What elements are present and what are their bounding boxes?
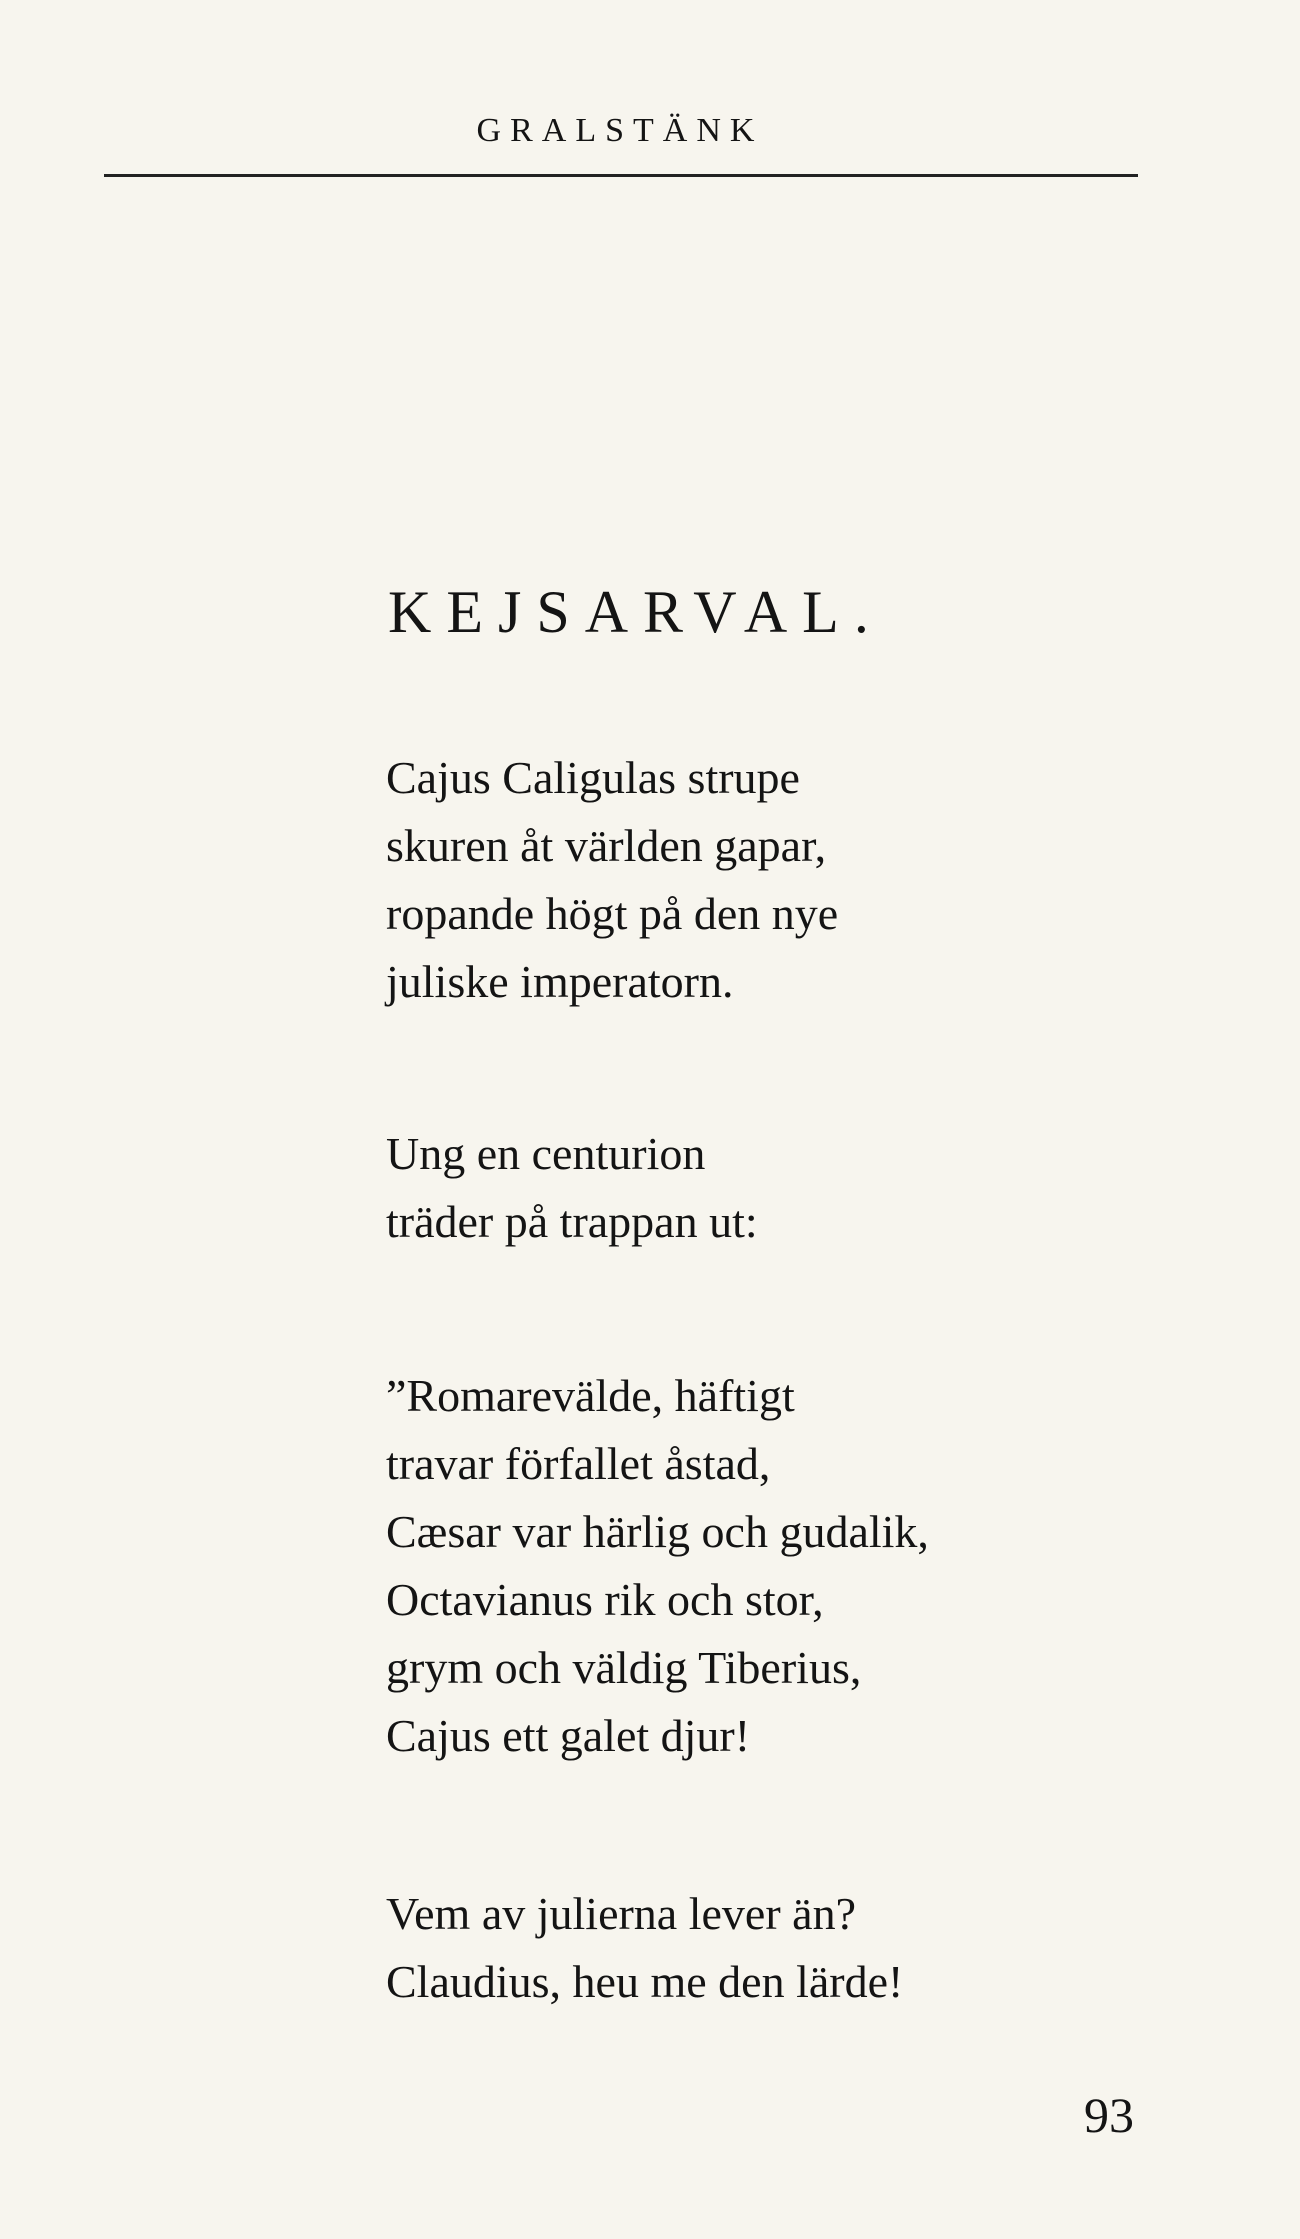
poem-line: skuren åt världen gapar, [386, 820, 827, 871]
poem-line: juliske imperatorn. [386, 956, 734, 1007]
poem-line: travar förfallet åstad, [386, 1438, 771, 1489]
poem-line: Cajus Caligulas strupe [386, 752, 800, 803]
stanza-3 [386, 1362, 929, 1770]
poem-line: Octavianus rik och stor, [386, 1574, 824, 1625]
poem-line: grym och väldig Tiberius, [386, 1642, 862, 1693]
poem-line: Claudius, heu me den lärde! [386, 1956, 904, 2007]
stanza-4 [386, 1880, 903, 2016]
page-number: 93 [1084, 2087, 1134, 2143]
poem-line: Cæsar var härlig och gudalik, [386, 1506, 929, 1557]
poem-line: ropande högt på den nye [386, 888, 839, 939]
running-head: GRALSTÄNK [476, 112, 764, 149]
poem-line: Vem av julierna lever än? [386, 1888, 856, 1939]
poem-line: ”Romarevälde, häftigt [386, 1370, 795, 1421]
poem-line: träder på trappan ut: [386, 1196, 758, 1247]
stanza-2 [386, 1120, 758, 1256]
stanza-1 [386, 744, 838, 1016]
poem-title: KEJSARVAL. [388, 579, 884, 645]
header-rule [104, 174, 1138, 177]
poem-line: Ung en centurion [386, 1128, 706, 1179]
poem-line: Cajus ett galet djur! [386, 1710, 751, 1761]
